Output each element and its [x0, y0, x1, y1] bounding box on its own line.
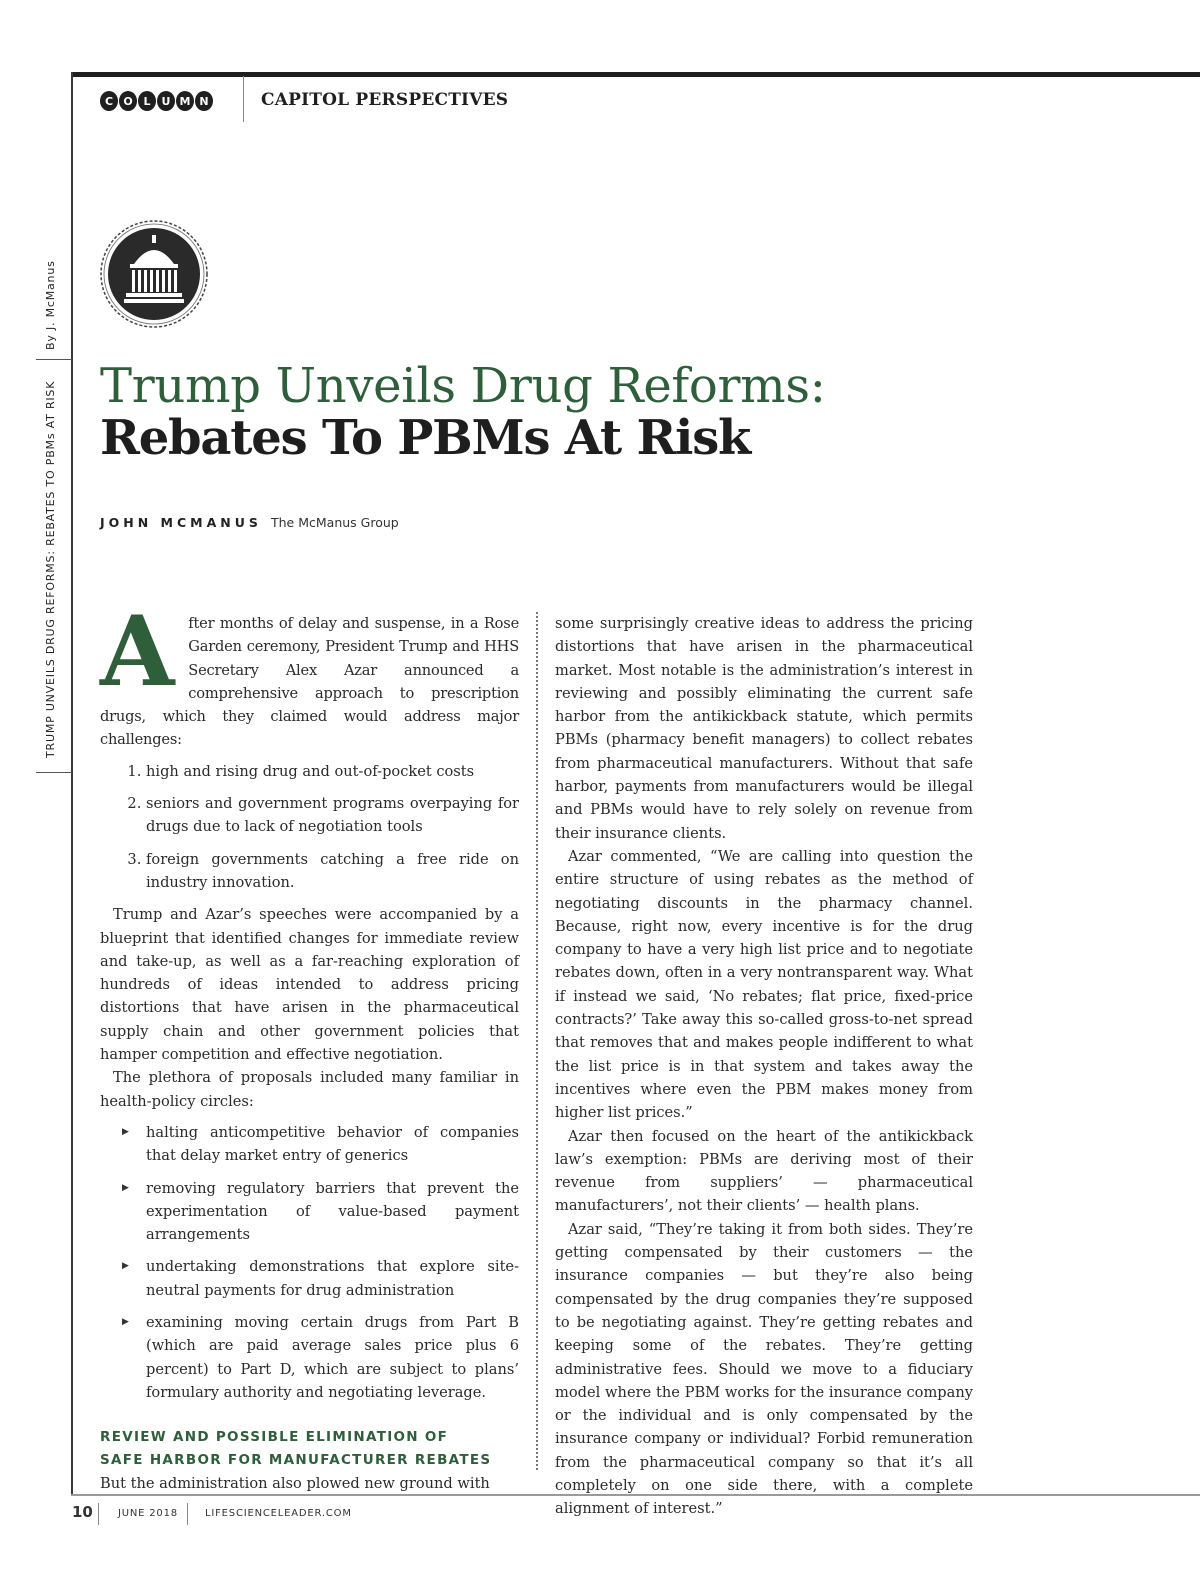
list-item-text: undertaking demonstrations that explore site-neutral payments for drug administration — [146, 1258, 519, 1299]
body-paragraph: The plethora of proposals included many familiar in health-policy circles: — [100, 1069, 519, 1110]
column-badge — [100, 91, 213, 111]
sidebar-running-title: TRUMP UNVEILS DRUG REFORMS: REBATES TO PBMs AT RISK — [44, 380, 57, 758]
article-title-line1: Trump Unveils Drug Reforms: — [100, 358, 826, 414]
bullet-triangle-icon: ▶ — [122, 1317, 129, 1328]
footer-divider — [98, 1503, 99, 1525]
sidebar-divider — [36, 359, 72, 360]
badge-letter: U — [157, 91, 175, 111]
body-paragraph: Azar said, “They’re taking it from both sides. They’re getting compensated by their customers — the insurance companies — but they’re also being compensated by the drug companies they’re supposed to be negotiating against. They’re getting rebates and keeping some of the rebates. They’re getting administrative fees. Should we move to a fiduciary model where the PBM works for the insurance company or the individual and is only compensated by the insurance company or individual? Forbid remuneration from the pharmaceutical company so that it’s all completely on one side there, with a complete alignment of interest.” — [555, 1220, 973, 1518]
badge-letter: L — [138, 91, 156, 111]
proposals-list — [100, 1121, 519, 1404]
body-paragraph: Trump and Azar’s speeches were accompanied by a blueprint that identified changes for immediate review and take-up, as well as a far-reaching exploration of hundreds of ideas intended to address pricing distortions that have arisen in the pharmaceutical supply chain and other government policies that hamper competition and effective negotiation. — [100, 906, 519, 1064]
page-footer — [0, 1503, 1200, 1527]
footer-divider — [187, 1503, 188, 1525]
list-item-text: removing regulatory barriers that prevent the experimentation of value-based payment arrangements — [146, 1179, 519, 1244]
list-item — [122, 1177, 519, 1247]
issue-date: JUNE 2018 — [118, 1508, 178, 1519]
body-paragraph: But the administration also plowed new ground with — [100, 1475, 490, 1493]
list-item-text: halting anticompetitive behavior of companies that delay market entry of generics — [146, 1123, 519, 1165]
challenges-list — [100, 760, 519, 894]
bullet-triangle-icon: ▶ — [122, 1182, 129, 1193]
page-number: 10 — [72, 1503, 93, 1521]
section-subhead — [100, 1426, 519, 1472]
intro-text: fter months of delay and suspense, in a Rose Garden ceremony, President Trump and HHS Secretary Alex Azar announced a comprehensive approach to prescription drugs, which they claimed would address major challenges: — [100, 615, 519, 749]
sidebar-divider — [36, 772, 72, 773]
author-affiliation: The McManus Group — [271, 515, 399, 530]
list-item — [122, 1311, 519, 1404]
list-item: 2. seniors and government programs overpaying for drugs due to lack of negotiation tools — [146, 792, 519, 839]
intro-paragraph — [100, 595, 519, 752]
subhead-line: REVIEW AND POSSIBLE ELIMINATION OF — [100, 1429, 449, 1446]
list-item — [122, 1121, 519, 1168]
list-item — [122, 1255, 519, 1302]
top-rule — [72, 72, 1200, 77]
header-divider — [243, 76, 244, 122]
sidebar-byline: By J. McManus — [44, 260, 57, 350]
author-name: JOHN MCMANUS — [100, 515, 262, 530]
list-item-text: examining moving certain drugs from Part B (which are paid average sales price plus 6 percent) to Part D, which are subject to plans’ formulary authority and negotiating leverage. — [146, 1314, 519, 1401]
article-column-right — [555, 612, 973, 1518]
bullet-triangle-icon: ▶ — [122, 1126, 129, 1137]
badge-letter: N — [195, 91, 213, 111]
body-paragraph: Azar then focused on the heart of the antikickback law’s exemption: PBMs are deriving most of their revenue from suppliers’ — pharmaceutical manufacturers’, not their clients’ — health plans. — [555, 1127, 973, 1215]
body-paragraph: some surprisingly creative ideas to address the pricing distortions that have arisen in the pharmaceutical market. Most notable is the administration’s interest in reviewing and possibly eliminating the current safe harbor from the antikickback statute, which permits PBMs (pharmacy benefit managers) to collect rebates from pharmaceutical manufacturers. Without that safe harbor, payments from manufacturers would be illegal and PBMs would have to rely solely on revenue from their insurance clients. — [555, 615, 973, 842]
list-item: 1. high and rising drug and out-of-pocket costs — [146, 760, 519, 783]
body-paragraph: Azar commented, “We are calling into question the entire structure of using rebates as the method of negotiating discounts in the pharmacy channel. Because, right now, every incentive is for the drug company to have a very high list price and to negotiate rebates down, often in a very nontransparent way. What if instead we said, ‘No rebates; flat price, fixed-price contracts?’ Take away this so-called gross-to-net spread that removes that and makes people indifferent to what the list price is in that system and takes away the incentives where even the PBM makes money from higher list prices.” — [555, 847, 973, 1122]
left-margin-rule — [71, 72, 73, 1496]
badge-letter: M — [176, 91, 194, 111]
badge-letter: C — [100, 91, 118, 111]
article-title-line2: Rebates To PBMs At Risk — [100, 410, 751, 466]
capitol-dome-icon — [98, 218, 210, 330]
section-title: CAPITOL PERSPECTIVES — [261, 90, 509, 110]
website: LIFESCIENCELEADER.COM — [205, 1508, 352, 1519]
drop-cap: A — [100, 595, 175, 708]
article-column-left — [100, 595, 519, 1493]
badge-letter: O — [119, 91, 137, 111]
list-item: 3. foreign governments catching a free ride on industry innovation. — [146, 848, 519, 895]
column-separator — [536, 612, 538, 1470]
bullet-triangle-icon: ▶ — [122, 1261, 129, 1272]
subhead-line: SAFE HARBOR FOR MANUFACTURER REBATES — [100, 1452, 492, 1469]
article-byline — [100, 512, 399, 531]
